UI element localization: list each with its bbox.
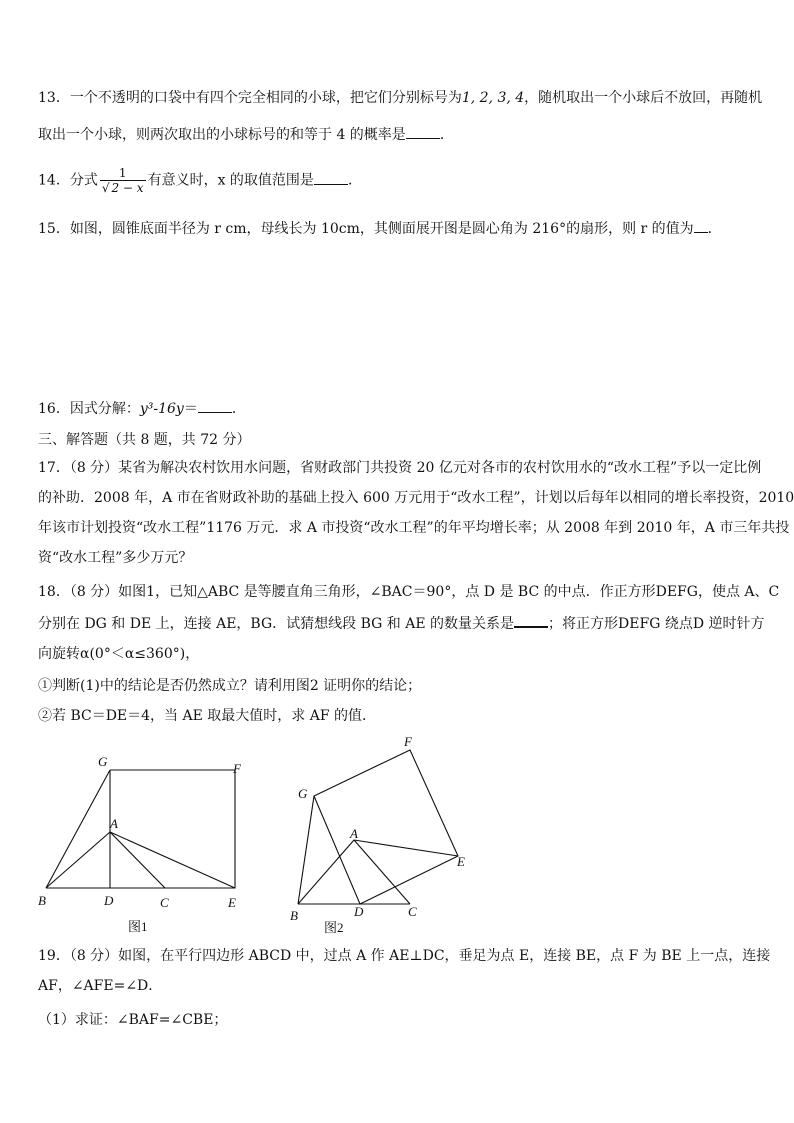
- answer-blank: [198, 398, 232, 413]
- q18-line3: 向旋转α(0°＜α≤360°)，: [38, 646, 200, 662]
- q14-suffix: 有意义时，x 的取值范围是: [147, 172, 314, 189]
- q14-fraction: [100, 166, 146, 195]
- answer-blank: [406, 124, 440, 139]
- answer-blank: [694, 218, 708, 233]
- label-a: A: [350, 826, 358, 841]
- q16-end: ．: [231, 401, 246, 417]
- q17-line2: 的补助．2008 年，A 市在省财政补助的基础上投入 600 万元用于“改水工程”，计划以后每年以相同的增长率投资，2010: [38, 490, 794, 506]
- figure-2: [280, 730, 490, 940]
- q19-sub1: （1）求证：∠BAF=∠CBE；: [38, 1012, 228, 1028]
- answer-blank: [514, 612, 548, 628]
- label-f: F: [404, 734, 412, 749]
- q13-line1: [38, 88, 762, 108]
- q16-prefix: 16．因式分解：: [38, 401, 140, 417]
- segment-ba: [46, 832, 110, 888]
- label-g: G: [98, 754, 108, 769]
- section-heading: 三、解答题（共 8 题，共 72 分）: [38, 432, 251, 448]
- q18-sub2: ②若 BC＝DE＝4，当 AE 取最大值时，求 AF 的值．: [38, 708, 377, 724]
- label-d: D: [104, 893, 114, 908]
- square-defg: [314, 750, 458, 904]
- segment-bg: [46, 770, 110, 888]
- label-d: D: [354, 904, 364, 919]
- square-defg: [110, 770, 235, 888]
- q15-text: 15．如图，圆锥底面半径为 r cm，母线长为 10cm，其侧面展开图是圆心角为 216°的扇形，则 r 的值为: [38, 221, 694, 237]
- figure-2-caption: 图2: [324, 920, 344, 935]
- q19-line2: AF，∠AFE=∠D．: [38, 978, 163, 994]
- q18-sub1: ①判断(1)中的结论是否仍然成立？请利用图2 证明你的结论；: [38, 678, 422, 694]
- segment-ae: [110, 832, 235, 888]
- label-a: A: [110, 816, 118, 831]
- label-c: C: [408, 904, 417, 919]
- answer-blank: [314, 170, 348, 185]
- q18-text-b: ；将正方形DEFG 绕点D 逆时针方: [548, 616, 765, 632]
- label-b: B: [38, 893, 46, 908]
- q18-line1: 18．（8 分）如图1，已知△ABC 是等腰直角三角形，∠BAC＝90°，点 D 是 BC 的中点．作正方形DEFG，使点 A、C: [38, 584, 780, 600]
- segment-ae: [354, 840, 458, 856]
- figure-1: [30, 750, 260, 940]
- q16-equals: ＝: [183, 401, 198, 417]
- q18-text-a: 分别在 DG 和 DE 上，连接 AE，BG．试猜想线段 BG 和 AE 的数量关系是: [38, 616, 515, 632]
- q18-line2: [38, 612, 765, 634]
- figure-1-caption: 图1: [128, 919, 148, 934]
- q16-expression: y³-16y: [139, 401, 184, 417]
- q17-line3: 年该市计划投资“改水工程”1176 万元．求 A 市投资“改水工程”的年平均增长率；从 2008 年到 2010 年，A 市三年共投: [38, 520, 790, 536]
- fraction-numerator: 1: [100, 166, 146, 181]
- q16-line: [38, 398, 246, 419]
- segment-ac: [354, 840, 410, 904]
- fraction-denominator: √ 2 − x: [101, 181, 144, 195]
- q14-line: [38, 166, 362, 195]
- q19-line1: 19．（8 分）如图，在平行四边形 ABCD 中，过点 A 作 AE⊥DC，垂足为点 E，连接 BE，点 F 为 BE 上一点，连接: [38, 948, 771, 964]
- label-b: B: [290, 908, 298, 923]
- q13-end: ．: [439, 127, 454, 143]
- q17-line1: 17．（8 分）某省为解决农村饮用水问题，省财政部门共投资 20 亿元对各市的农村饮用水的“改水工程”予以一定比例: [38, 460, 762, 476]
- sqrt-radicand: 2 − x: [111, 181, 144, 195]
- q17-line4: 资“改水工程”多少万元？: [38, 550, 193, 566]
- q14-end: ．: [347, 172, 362, 189]
- q13-text-a: 13．一个不透明的口袋中有四个完全相同的小球，把它们分别标号为: [38, 90, 462, 106]
- q13-numbers: 1, 2, 3, 4: [461, 90, 525, 106]
- q14-prefix: 14．分式: [38, 172, 98, 189]
- label-f: F: [233, 761, 241, 776]
- q13-text-b: ，随机取出一个小球后不放回，再随机: [524, 90, 763, 106]
- q13-line2: [38, 124, 454, 145]
- segment-ac: [110, 832, 165, 888]
- q13-text-c: 取出一个小球，则两次取出的小球标号的和等于 4 的概率是: [38, 127, 406, 143]
- q15-end: ．: [707, 221, 722, 237]
- label-e: E: [228, 895, 236, 910]
- label-c: C: [160, 895, 169, 910]
- q15-line: [38, 218, 722, 239]
- label-g: G: [298, 786, 308, 801]
- label-e: E: [457, 854, 465, 869]
